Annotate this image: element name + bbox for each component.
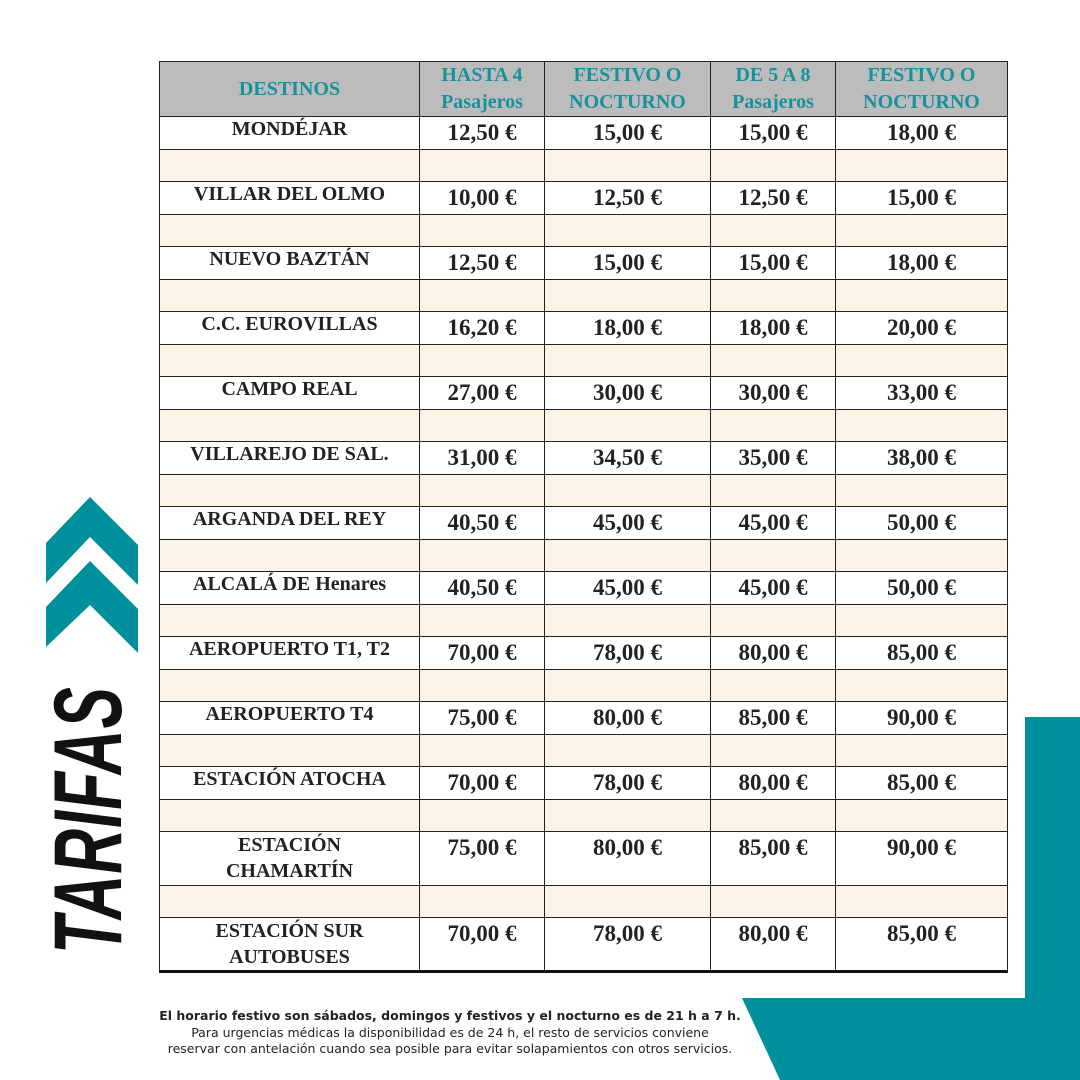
destination-cell: AEROPUERTO T1, T2 bbox=[160, 637, 420, 670]
table-row bbox=[160, 442, 1008, 475]
price-cell-2: 80,00 € bbox=[545, 702, 711, 735]
destination-cell: C.C. EUROVILLAS bbox=[160, 312, 420, 345]
price-cell-2: 78,00 € bbox=[545, 767, 711, 800]
destination-cell: AEROPUERTO T4 bbox=[160, 702, 420, 735]
price-cell-2: 12,50 € bbox=[545, 182, 711, 215]
header-festivo-2: FESTIVO O NOCTURNO bbox=[836, 62, 1008, 117]
price-cell-3: 80,00 € bbox=[711, 918, 836, 972]
spacer-row bbox=[160, 215, 1008, 247]
price-cell-4: 85,00 € bbox=[836, 918, 1008, 972]
price-cell-4: 15,00 € bbox=[836, 182, 1008, 215]
spacer-row bbox=[160, 800, 1008, 832]
spacer-row bbox=[160, 735, 1008, 767]
price-cell-2: 15,00 € bbox=[545, 247, 711, 280]
price-cell-3: 45,00 € bbox=[711, 572, 836, 605]
destination-cell: ESTACIÓN CHAMARTÍN bbox=[160, 832, 420, 886]
table-row bbox=[160, 312, 1008, 345]
destination-cell: MONDÉJAR bbox=[160, 117, 420, 150]
destination-cell: ARGANDA DEL REY bbox=[160, 507, 420, 540]
table-row bbox=[160, 702, 1008, 735]
spacer-row bbox=[160, 280, 1008, 312]
price-cell-2: 15,00 € bbox=[545, 117, 711, 150]
header-festivo-1: FESTIVO O NOCTURNO bbox=[545, 62, 711, 117]
price-cell-3: 80,00 € bbox=[711, 767, 836, 800]
price-cell-1: 27,00 € bbox=[420, 377, 545, 410]
table-header-row bbox=[160, 62, 1008, 117]
double-chevron-icon bbox=[44, 495, 140, 655]
table-row bbox=[160, 377, 1008, 410]
side-title: TARIFAS bbox=[35, 686, 143, 954]
price-cell-4: 50,00 € bbox=[836, 507, 1008, 540]
header-destinos: DESTINOS bbox=[160, 62, 420, 117]
price-cell-2: 18,00 € bbox=[545, 312, 711, 345]
destination-cell: ESTACIÓN ATOCHA bbox=[160, 767, 420, 800]
price-cell-3: 12,50 € bbox=[711, 182, 836, 215]
price-cell-4: 18,00 € bbox=[836, 117, 1008, 150]
price-cell-4: 50,00 € bbox=[836, 572, 1008, 605]
footer-schedule-note: El horario festivo son sábados, domingos y festivos y el nocturno es de 21 h a 7 h. bbox=[159, 1008, 741, 1023]
spacer-row bbox=[160, 410, 1008, 442]
price-cell-1: 10,00 € bbox=[420, 182, 545, 215]
price-cell-4: 85,00 € bbox=[836, 637, 1008, 670]
price-cell-3: 15,00 € bbox=[711, 247, 836, 280]
spacer-row bbox=[160, 540, 1008, 572]
spacer-row bbox=[160, 345, 1008, 377]
price-cell-4: 38,00 € bbox=[836, 442, 1008, 475]
price-cell-2: 80,00 € bbox=[545, 832, 711, 886]
spacer-row bbox=[160, 670, 1008, 702]
price-cell-4: 90,00 € bbox=[836, 702, 1008, 735]
spacer-row bbox=[160, 475, 1008, 507]
table-row bbox=[160, 507, 1008, 540]
price-cell-3: 80,00 € bbox=[711, 637, 836, 670]
price-cell-3: 85,00 € bbox=[711, 702, 836, 735]
price-cell-1: 12,50 € bbox=[420, 117, 545, 150]
table-row bbox=[160, 637, 1008, 670]
table-row bbox=[160, 767, 1008, 800]
spacer-row bbox=[160, 150, 1008, 182]
price-cell-4: 90,00 € bbox=[836, 832, 1008, 886]
price-cell-1: 70,00 € bbox=[420, 918, 545, 972]
destination-cell: ALCALÁ DE Henares bbox=[160, 572, 420, 605]
price-cell-4: 18,00 € bbox=[836, 247, 1008, 280]
destination-cell: ESTACIÓN SUR AUTOBUSES bbox=[160, 918, 420, 972]
price-cell-2: 45,00 € bbox=[545, 572, 711, 605]
table-row bbox=[160, 832, 1008, 886]
spacer-row bbox=[160, 605, 1008, 637]
destination-cell: VILLAR DEL OLMO bbox=[160, 182, 420, 215]
fares-table bbox=[159, 61, 1008, 973]
price-cell-3: 30,00 € bbox=[711, 377, 836, 410]
price-cell-1: 70,00 € bbox=[420, 637, 545, 670]
table-row bbox=[160, 247, 1008, 280]
spacer-row bbox=[160, 886, 1008, 918]
footer-notes bbox=[0, 1008, 900, 1057]
price-cell-1: 31,00 € bbox=[420, 442, 545, 475]
price-cell-2: 30,00 € bbox=[545, 377, 711, 410]
price-cell-1: 75,00 € bbox=[420, 832, 545, 886]
price-cell-2: 78,00 € bbox=[545, 637, 711, 670]
price-cell-1: 12,50 € bbox=[420, 247, 545, 280]
table-row bbox=[160, 117, 1008, 150]
price-cell-1: 40,50 € bbox=[420, 572, 545, 605]
price-cell-3: 35,00 € bbox=[711, 442, 836, 475]
footer-availability-note: Para urgencias médicas la disponibilidad es de 24 h, el resto de servicios conviene reservar con antelación cuando sea posible para evitar solapamientos con otros servicios. bbox=[167, 1025, 733, 1056]
destination-cell: VILLAREJO DE SAL. bbox=[160, 442, 420, 475]
destination-cell: NUEVO BAZTÁN bbox=[160, 247, 420, 280]
header-5-a-8: DE 5 A 8 Pasajeros bbox=[711, 62, 836, 117]
price-cell-1: 16,20 € bbox=[420, 312, 545, 345]
price-cell-1: 40,50 € bbox=[420, 507, 545, 540]
header-hasta-4: HASTA 4 Pasajeros bbox=[420, 62, 545, 117]
price-cell-4: 33,00 € bbox=[836, 377, 1008, 410]
table-row bbox=[160, 918, 1008, 972]
price-cell-2: 45,00 € bbox=[545, 507, 711, 540]
price-cell-2: 78,00 € bbox=[545, 918, 711, 972]
price-cell-2: 34,50 € bbox=[545, 442, 711, 475]
price-cell-1: 75,00 € bbox=[420, 702, 545, 735]
price-cell-4: 85,00 € bbox=[836, 767, 1008, 800]
price-cell-3: 18,00 € bbox=[711, 312, 836, 345]
price-cell-3: 45,00 € bbox=[711, 507, 836, 540]
price-cell-1: 70,00 € bbox=[420, 767, 545, 800]
destination-cell: CAMPO REAL bbox=[160, 377, 420, 410]
table-row bbox=[160, 572, 1008, 605]
price-cell-4: 20,00 € bbox=[836, 312, 1008, 345]
table-row bbox=[160, 182, 1008, 215]
price-cell-3: 85,00 € bbox=[711, 832, 836, 886]
price-cell-3: 15,00 € bbox=[711, 117, 836, 150]
